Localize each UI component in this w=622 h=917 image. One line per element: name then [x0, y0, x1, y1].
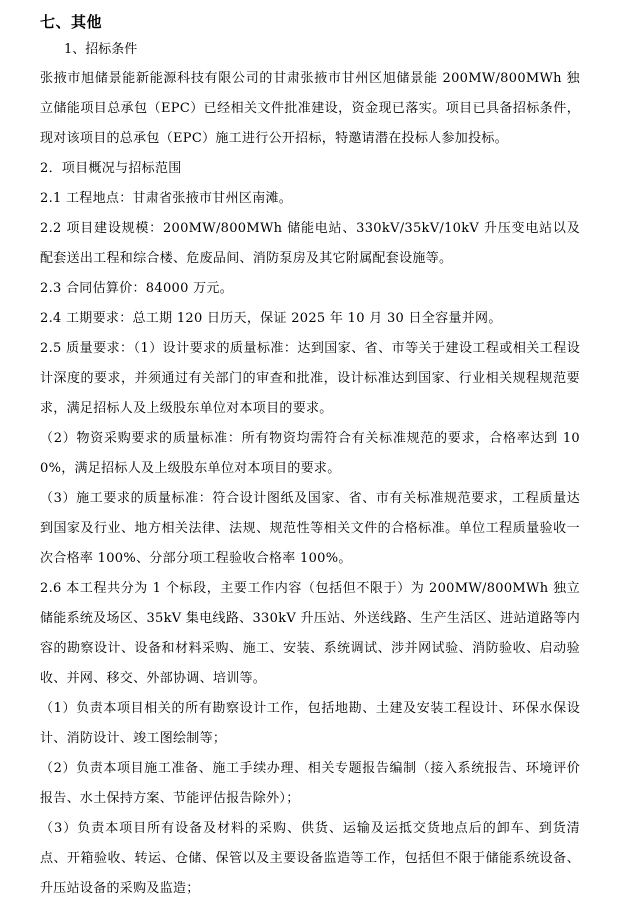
paragraph-2-5-3: （3）施工要求的质量标准：符合设计图纸及国家、省、市有关标准规范要求，工程质量达到国家及行业、地方相关法律、法规、规范性等相关文件的合格标准。单位工程质量验收一次合格率 100%、分部分项工程验收合格率 100%。	[40, 491, 580, 566]
paragraph-2-6: 2.6 本工程共分为 1 个标段，主要工作内容（包括但不限于）为 200MW/800MWh 独立储能系统及场区、35kV 集电线路、330kV 升压站、外送线路、生产生活区、进站道路等内容的勘察设计、设备和材料采购、施工、安装、系统调试、涉并网试验、消防验收、启动验收、并网、移交、外部协调、培训等。	[40, 581, 580, 686]
paragraph-2-6-2: （2）负责本项目施工准备、施工手续办理、相关专题报告编制（接入系统报告、环境评价报告、水土保持方案、节能评估报告除外）；	[40, 761, 580, 806]
subsection-heading: 1、招标条件	[64, 42, 138, 57]
paragraph-2-6-1: （1）负责本项目相关的所有勘察设计工作，包括地勘、土建及安装工程设计、环保水保设计、消防设计、竣工图绘制等；	[40, 701, 580, 746]
paragraph-2-5: 2.5 质量要求：（1）设计要求的质量标准：达到国家、省、市等关于建设工程或相关工程设计深度的要求，并须通过有关部门的审查和批准，设计标准达到国家、行业相关规程规范要求，满足招标人及上级股东单位对本项目的要求。	[40, 341, 580, 416]
paragraph-2-1: 2.1 工程地点：甘肃省张掖市甘州区南滩。	[40, 191, 293, 206]
paragraph-2-6-3: （3）负责本项目所有设备及材料的采购、供货、运输及运抵交货地点后的卸车、到货清点、开箱验收、转运、仓储、保管以及主要设备监造等工作，包括但不限于储能系统设备、升压站设备的采购及监造；	[40, 821, 580, 896]
paragraph-2-5-2: （2）物资采购要求的质量标准：所有物资均需符合有关标准规范的要求，合格率达到 100%，满足招标人及上级股东单位对本项目的要求。	[40, 431, 580, 476]
paragraph-2-2: 2.2 项目建设规模：200MW/800MWh 储能电站、330kV/35kV/10kV 升压变电站以及配套送出工程和综合楼、危废品间、消防泵房及其它附属配套设施等。	[40, 221, 580, 266]
paragraph-2-4: 2.4 工期要求：总工期 120 日历天，保证 2025 年 10 月 30 日全容量并网。	[40, 311, 502, 326]
paragraph-section-2-title: 2．项目概况与招标范围	[40, 161, 182, 176]
section-heading: 七、其他	[40, 13, 103, 31]
paragraph-intro: 张掖市旭储景能新能源科技有限公司的甘肃张掖市甘州区旭储景能 200MW/800MWh 独立储能项目总承包（EPC）已经相关文件批准建设，资金现已落实。项目已具备招标条件，现对该项目的总承包（EPC）施工进行公开招标，特邀请潜在投标人参加投标。	[40, 71, 580, 146]
paragraph-2-3: 2.3 合同估算价：84000 万元。	[40, 281, 233, 296]
